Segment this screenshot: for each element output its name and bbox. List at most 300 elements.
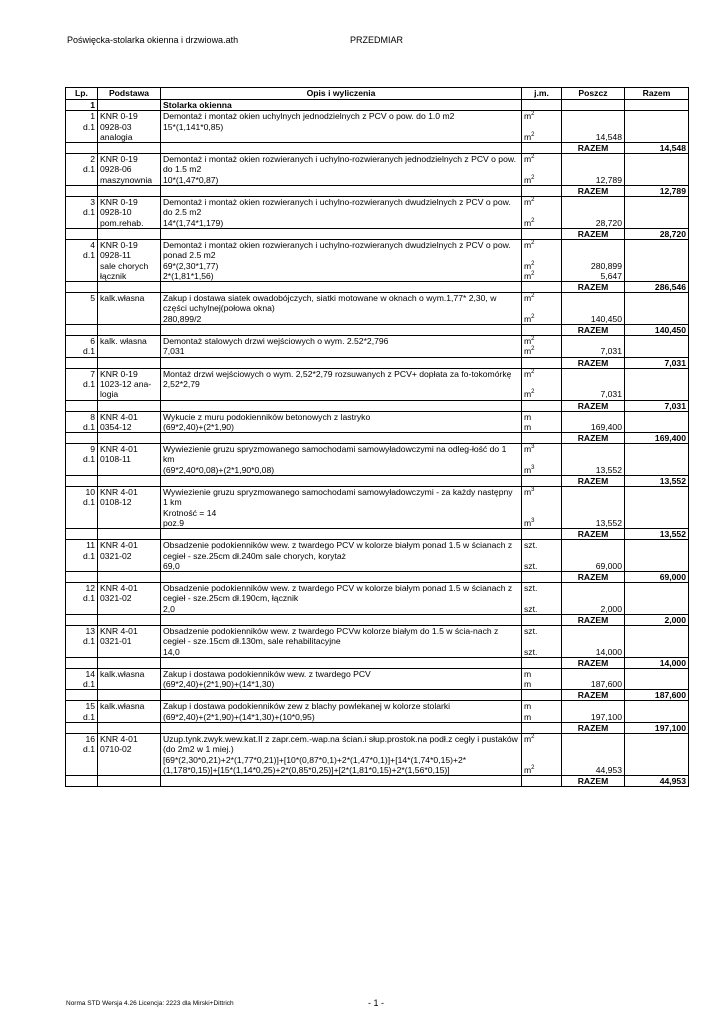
razem-label: RAZEM [562, 143, 625, 154]
description-cell [161, 583, 522, 615]
basis-line: 1023-12 ana- [100, 378, 152, 389]
razem-label: RAZEM [562, 186, 625, 197]
basis-line: KNR 0-19 [100, 368, 138, 379]
description-text: Montaż drzwi wejściowych o wym. 2,52*2,79 rozsuwanych z PCV+ dopłata za fo-tokomórkę [163, 368, 512, 379]
razem-row [66, 282, 689, 293]
calculation-formula: 10*(1,47*0,87) [163, 174, 219, 185]
partial-value-cell [562, 336, 625, 358]
description-text: Demontaż i montaż okien rozwieranych i uchylno-rozwieranych dwudzielnych z PCV o pow. do 2.5 m2 [163, 197, 511, 218]
razem-blank [98, 723, 161, 734]
item-number-suffix: d.1 [83, 636, 95, 647]
unit-text: m [524, 174, 532, 185]
unit-text: m [524, 444, 532, 455]
spacer [564, 593, 622, 603]
unit-text: m [524, 368, 532, 379]
description-text: Obsadzenie podokienników wew. z twardego PCV w kolorze białym ponad 1.5 w ścianach z cegieł - sze.25cm dł.240m sale chorych, korytaż [163, 540, 513, 561]
basis-cell [98, 293, 161, 325]
column-header-poszcz: Poszcz [562, 88, 625, 100]
partial-value-cell [562, 668, 625, 690]
razem-total: 13,552 [625, 476, 689, 487]
unit-text: szt. [524, 625, 538, 636]
partial-value: 197,100 [590, 711, 622, 722]
razem-blank [522, 400, 562, 411]
razem-label: RAZEM [562, 282, 625, 293]
basis-cell [98, 444, 161, 476]
total-blank-cell [625, 668, 689, 690]
calculation-unit [524, 271, 559, 281]
unit-text: m [524, 154, 532, 165]
razem-blank [522, 433, 562, 444]
razem-row [66, 433, 689, 444]
unit-exponent: 2 [531, 389, 535, 396]
razem-blank [522, 529, 562, 540]
unit-exponent: 3 [531, 444, 535, 451]
spacer [564, 734, 622, 744]
item-number: 6 [90, 336, 95, 347]
basis-line: 0321-02 [100, 550, 132, 561]
razem-label: RAZEM [562, 433, 625, 444]
unit-exponent: 2 [531, 154, 535, 161]
spacer [564, 240, 622, 250]
razem-blank [98, 143, 161, 154]
razem-total: 286,546 [625, 282, 689, 293]
calculation-unit [524, 175, 559, 185]
calculation-unit [524, 346, 559, 356]
partial-value-cell [562, 293, 625, 325]
razem-blank [98, 776, 161, 787]
calculation-formula: [69*(2,30*0,21)+2*(1,77*0,21)]+[10*(0,87*0,1)+2*(1,47*0,1)]+[14*(1,74*0,15)+2*(1,178*0,15)]+[15*(1,14*0,25)+2*(0,85*0,25)]+[2*(1,81*0,15)+2*(1,56*0,15)] [163, 754, 467, 775]
razem-label: RAZEM [562, 723, 625, 734]
spacer [564, 551, 622, 561]
razem-blank [161, 186, 522, 197]
description-text: Wykucie z muru podokienników betonowych z lastryko [163, 411, 371, 422]
item-number-cell [66, 239, 98, 281]
razem-total: 140,450 [625, 325, 689, 336]
razem-blank [98, 690, 161, 701]
basis-line: KNR 4-01 [100, 625, 138, 636]
partial-value: 13,552 [595, 464, 622, 475]
item-number: 16 [85, 734, 95, 745]
description-text: Demontaż i montaż okien uchylnych jednodzielnych z PCV o pow. do 1.0 m2 [163, 111, 455, 122]
item-number-cell [66, 625, 98, 657]
unit-exponent: 2 [531, 217, 535, 224]
unit-text: m [524, 346, 532, 357]
basis-line: kalk.własna [100, 293, 145, 304]
partial-value: 14,548 [595, 131, 622, 142]
razem-blank [522, 657, 562, 668]
partial-value: 7,031 [600, 346, 622, 357]
unit-text: m [524, 679, 532, 690]
unit-cell [522, 111, 562, 143]
calculation-formula: 2*(1,81*1,56) [163, 270, 214, 281]
basis-cell [98, 336, 161, 358]
basis-line: 0108-12 [100, 497, 132, 508]
header-unit [524, 734, 559, 744]
description-cell [161, 154, 522, 186]
calculation-formula: (69*2,40)+(2*1,90)+(14*1,30) [163, 679, 275, 690]
razem-label: RAZEM [562, 690, 625, 701]
spacer [564, 154, 622, 164]
unit-cell [522, 540, 562, 572]
section-blank [625, 100, 689, 111]
item-number-suffix: d.1 [83, 744, 95, 755]
razem-blank [161, 690, 522, 701]
unit-text: m [524, 111, 532, 122]
partial-value: 12,789 [595, 174, 622, 185]
spacer [564, 250, 622, 260]
partial-value-cell [562, 701, 625, 723]
header-unit [524, 669, 559, 679]
calculation-formula: 15*(1,141*0,85) [163, 121, 224, 132]
razem-total: 187,600 [625, 690, 689, 701]
partial-value: 69,000 [595, 560, 622, 571]
calculation-unit [524, 647, 559, 657]
document-type: PRZEDMIAR [350, 35, 404, 45]
razem-row [66, 572, 689, 583]
item-number-suffix: d.1 [83, 711, 95, 722]
razem-blank [522, 186, 562, 197]
spacer [564, 293, 622, 303]
unit-exponent: 2 [531, 765, 535, 772]
razem-blank [98, 228, 161, 239]
razem-label: RAZEM [562, 529, 625, 540]
spacer [564, 636, 622, 646]
section-title: Stolarka okienna [161, 100, 522, 111]
spacer [564, 111, 622, 121]
partial-value: 280,899 [590, 260, 622, 271]
table-row [66, 368, 689, 400]
item-number: 14 [85, 668, 95, 679]
razem-row [66, 723, 689, 734]
table-row [66, 444, 689, 476]
item-number: 15 [85, 701, 95, 712]
total-blank-cell [625, 239, 689, 281]
razem-blank [161, 776, 522, 787]
basis-line: 0354-12 [100, 421, 132, 432]
item-number-cell [66, 444, 98, 476]
calculation-formula: (69*2,40)+(2*1,90)+(14*1,30)+(10*0,95) [163, 711, 315, 722]
calculation-unit [524, 465, 559, 475]
razem-blank [98, 433, 161, 444]
spacer [564, 669, 622, 679]
header-unit [524, 111, 559, 121]
description-cell [161, 734, 522, 776]
item-number-suffix: d.1 [83, 164, 95, 175]
item-number: 7 [90, 368, 95, 379]
razem-blank [66, 657, 98, 668]
section-blank [522, 100, 562, 111]
partial-value-cell [562, 444, 625, 476]
item-number-cell [66, 154, 98, 186]
razem-total: 2,000 [625, 614, 689, 625]
item-number: 12 [85, 583, 95, 594]
unit-exponent: 2 [531, 132, 535, 139]
unit-text: m [524, 464, 532, 475]
partial-value-cell [562, 239, 625, 281]
calculation-formula: (69*2,40)+(2*1,90) [163, 421, 234, 432]
razem-total: 14,000 [625, 657, 689, 668]
partial-value-cell [562, 111, 625, 143]
calculation-formula: 7,031 [163, 346, 185, 357]
partial-value: 7,031 [600, 389, 622, 400]
razem-blank [98, 357, 161, 368]
razem-blank [161, 357, 522, 368]
unit-exponent: 2 [531, 271, 535, 277]
unit-cell [522, 701, 562, 723]
razem-label: RAZEM [562, 476, 625, 487]
header-unit [524, 583, 559, 593]
description-text: Uzup.tynk.zwyk.wew.kat.II z zapr.cem.-wap.na ścian.i słup.prostok.na podł.z cegły i pustaków (do 2m2 w 1 miej.) [163, 734, 518, 755]
unit-exponent: 2 [531, 293, 535, 300]
section-number: 1 [66, 100, 98, 111]
item-number-suffix: d.1 [83, 550, 95, 561]
spacer [564, 755, 622, 765]
table-row [66, 336, 689, 358]
calculation-formula: 14*(1,74*1,179) [163, 217, 224, 228]
basis-line: KNR 0-19 [100, 239, 138, 250]
item-number: 9 [90, 444, 95, 455]
razem-blank [522, 476, 562, 487]
total-blank-cell [625, 411, 689, 433]
partial-value: 14,000 [595, 646, 622, 657]
razem-total: 13,552 [625, 529, 689, 540]
razem-blank [98, 529, 161, 540]
basis-line: maszynownia [100, 174, 153, 185]
razem-blank [66, 723, 98, 734]
partial-value: 13,552 [595, 517, 622, 528]
item-number-cell [66, 111, 98, 143]
description-text: Demontaż i montaż okien rozwieranych i uchylno-rozwieranych dwudzielnych z PCV o pow. ponad 2.5 m2 [163, 239, 511, 261]
item-number-suffix: d.1 [83, 454, 95, 465]
spacer [524, 303, 559, 313]
header-unit [524, 626, 559, 636]
basis-line: KNR 4-01 [100, 444, 138, 455]
item-number-suffix: d.1 [83, 121, 95, 132]
description-text: Zakup i dostawa podokienników wew. z twardego PCV [163, 668, 371, 679]
basis-cell [98, 111, 161, 143]
spacer [564, 379, 622, 389]
unit-text: m [524, 217, 532, 228]
unit-cell [522, 668, 562, 690]
item-number-suffix: d.1 [83, 679, 95, 690]
unit-exponent: 3 [531, 464, 535, 471]
calculation-formula: 69*(2,30*1,77) [163, 260, 219, 271]
calculation-unit [524, 679, 559, 689]
estimate-table [65, 87, 689, 787]
partial-value-cell [562, 583, 625, 615]
header-unit [524, 336, 559, 346]
razem-label: RAZEM [562, 228, 625, 239]
calculation-unit [524, 218, 559, 228]
description-text: Wywiezienie gruzu spryzmowanego samochodami samowyładowczymi na odleg-łość do 1 km [163, 444, 507, 465]
header-unit [524, 540, 559, 550]
description-text: Obsadzenie podokienników wew. z twardego PCV w kolorze białym ponad 1.5 w ścianach z cegieł - sze.25cm dł.190cm, łącznik [163, 583, 513, 604]
razem-blank [522, 325, 562, 336]
unit-text: m [524, 270, 532, 281]
table-row [66, 111, 689, 143]
spacer [564, 508, 622, 518]
razem-label: RAZEM [562, 614, 625, 625]
spacer [564, 454, 622, 464]
razem-blank [66, 143, 98, 154]
basis-line: KNR 4-01 [100, 540, 138, 551]
spacer [524, 497, 559, 507]
spacer [564, 487, 622, 497]
calculation-unit [524, 561, 559, 571]
column-header-opis: Opis i wyliczenia [161, 88, 522, 100]
razem-label: RAZEM [562, 776, 625, 787]
razem-blank [66, 776, 98, 787]
basis-line: KNR 4-01 [100, 487, 138, 498]
unit-exponent: 2 [531, 174, 535, 181]
calculation-unit [524, 712, 559, 722]
razem-row [66, 776, 689, 787]
table-row [66, 197, 689, 229]
column-header-podstawa: Podstawa [98, 88, 161, 100]
unit-text: m [524, 711, 532, 722]
description-extra: Krotność = 14 [163, 507, 217, 518]
calculation-unit [524, 518, 559, 528]
item-number-suffix: d.1 [83, 421, 95, 432]
calculation-formula: 69,0 [163, 560, 180, 571]
basis-cell [98, 368, 161, 400]
basis-line: KNR 0-19 [100, 197, 138, 208]
item-number-cell [66, 734, 98, 776]
column-header-razem: Razem [625, 88, 689, 100]
partial-value-cell [562, 154, 625, 186]
basis-line: KNR 4-01 [100, 734, 138, 745]
total-blank-cell [625, 583, 689, 615]
calculation-formula: 2,0 [163, 603, 175, 614]
razem-row [66, 357, 689, 368]
razem-blank [66, 282, 98, 293]
spacer [564, 626, 622, 636]
unit-cell [522, 444, 562, 476]
unit-exponent: 2 [531, 240, 535, 247]
razem-blank [161, 228, 522, 239]
table-row [66, 734, 689, 776]
razem-blank [161, 476, 522, 487]
unit-cell [522, 625, 562, 657]
spacer [564, 583, 622, 593]
page-number: - 1 - [368, 998, 385, 1008]
spacer [524, 593, 559, 603]
unit-text: szt. [524, 540, 538, 551]
basis-line: 0321-01 [100, 636, 132, 647]
razem-total: 7,031 [625, 357, 689, 368]
razem-total: 69,000 [625, 572, 689, 583]
partial-value-cell [562, 625, 625, 657]
spacer [564, 744, 622, 754]
unit-text: m [524, 260, 532, 271]
total-blank-cell [625, 336, 689, 358]
basis-line: logia [100, 389, 119, 400]
basis-line: 0321-02 [100, 593, 132, 604]
table-row [66, 293, 689, 325]
calculation-formula: 2,52*2,79 [163, 378, 200, 389]
spacer [524, 636, 559, 646]
partial-value-cell [562, 540, 625, 572]
total-blank-cell [625, 540, 689, 572]
razem-blank [522, 572, 562, 583]
spacer [524, 454, 559, 464]
table-row [66, 154, 689, 186]
unit-text: m [524, 197, 532, 208]
razem-blank [161, 572, 522, 583]
basis-line: kalk.własna [100, 668, 145, 679]
item-number-cell [66, 293, 98, 325]
item-number-cell [66, 197, 98, 229]
unit-text: m [524, 421, 532, 432]
razem-total: 7,031 [625, 400, 689, 411]
basis-line: 0928-10 [100, 207, 132, 218]
item-number-cell [66, 336, 98, 358]
basis-cell [98, 540, 161, 572]
unit-text: m [524, 389, 532, 400]
calculation-unit [524, 765, 559, 775]
header-unit [524, 154, 559, 164]
unit-cell [522, 411, 562, 433]
item-number-cell [66, 540, 98, 572]
unit-cell [522, 368, 562, 400]
calculation-unit [524, 604, 559, 614]
razem-blank [98, 657, 161, 668]
basis-line: KNR 4-01 [100, 583, 138, 594]
razem-label: RAZEM [562, 357, 625, 368]
total-blank-cell [625, 293, 689, 325]
unit-text: m [524, 734, 532, 745]
razem-blank [98, 186, 161, 197]
total-blank-cell [625, 734, 689, 776]
razem-row [66, 400, 689, 411]
razem-blank [66, 228, 98, 239]
razem-blank [66, 186, 98, 197]
razem-blank [161, 657, 522, 668]
spacer [524, 250, 559, 260]
column-header-lp: Lp. [66, 88, 98, 100]
razem-total: 197,100 [625, 723, 689, 734]
unit-cell [522, 239, 562, 281]
spacer [564, 164, 622, 174]
basis-cell [98, 583, 161, 615]
razem-blank [161, 723, 522, 734]
basis-cell [98, 701, 161, 723]
unit-cell [522, 583, 562, 615]
basis-line: 0108-11 [100, 454, 131, 465]
description-cell [161, 411, 522, 433]
item-number-suffix: d.1 [83, 593, 95, 604]
unit-text: m [524, 411, 532, 422]
calculation-unit [524, 389, 559, 399]
spacer [524, 164, 559, 174]
unit-text: m [524, 313, 532, 324]
spacer [564, 701, 622, 711]
basis-line: pom.rehab. [100, 217, 144, 228]
unit-cell [522, 197, 562, 229]
item-number-cell [66, 368, 98, 400]
spacer [564, 369, 622, 379]
razem-blank [98, 572, 161, 583]
description-cell [161, 540, 522, 572]
razem-blank [161, 143, 522, 154]
unit-exponent: 2 [531, 313, 535, 320]
razem-blank [98, 282, 161, 293]
razem-total: 14,548 [625, 143, 689, 154]
description-cell [161, 239, 522, 281]
spacer [524, 744, 559, 754]
description-text: Demontaż stalowych drzwi wejściowych o wym. 2.52*2,796 [163, 336, 389, 347]
table-header-row [66, 88, 689, 100]
